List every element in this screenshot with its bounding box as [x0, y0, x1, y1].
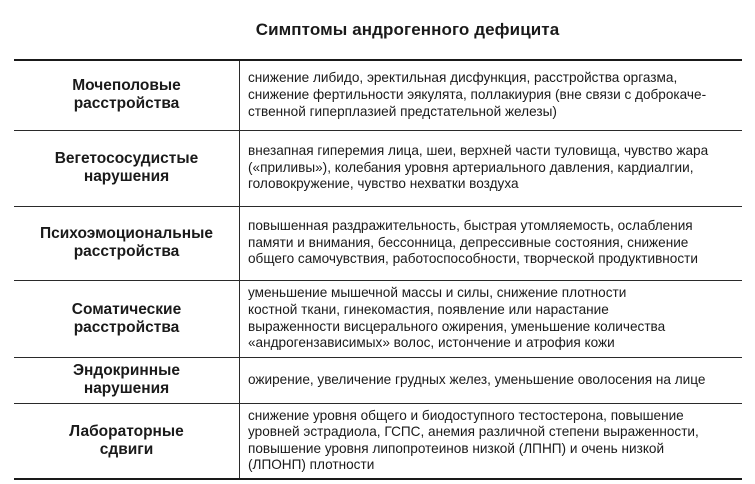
symptom-text-line: выраженности висцерального ожирения, уменьшение количества	[248, 318, 666, 334]
category-cell	[14, 280, 240, 357]
symptom-text-line: (ЛПОНП) плотности	[248, 457, 375, 473]
symptom-text-line: «андрогензависимых» волос, истончение и атрофия кожи	[248, 335, 615, 351]
table-row	[14, 280, 742, 357]
symptoms-cell	[240, 280, 743, 357]
symptom-text-line: ожирение, увеличение грудных желез, уменьшение оволосения на лице	[248, 371, 706, 387]
symptom-text-line: ственной гиперплазией предстательной железы)	[248, 103, 557, 119]
category-cell	[14, 403, 240, 479]
table-row	[14, 60, 742, 130]
symptom-text-line: уровней эстрадиола, ГСПС, анемия различной степени выраженности,	[248, 424, 699, 440]
category-label-line: Мочеполовые	[72, 77, 181, 95]
category-cell	[14, 60, 240, 130]
category-label-line: нарушения	[83, 380, 170, 397]
category-label-line: нарушения	[83, 168, 170, 185]
category-label-line: расстройства	[73, 318, 180, 336]
category-cell	[14, 206, 240, 280]
category-label-line: расстройства	[73, 243, 180, 260]
table-row	[14, 357, 742, 403]
page-title: Симптомы андрогенного дефицита	[255, 20, 560, 39]
category-label-line: Эндокринные	[72, 362, 181, 379]
symptom-text-line: повышенная раздражительность, быстрая утомляемость, ослабления	[248, 218, 693, 234]
symptoms-cell	[240, 206, 743, 280]
symptom-text-line: головокружение, чувство нехватки воздуха	[248, 176, 519, 192]
symptom-text-line: памяти и внимания, бессонница, депрессивные состояния, снижение	[248, 234, 689, 250]
symptom-text-line: общего самочувствия, работоспособности, творческой продуктивности	[248, 251, 698, 267]
category-cell	[14, 130, 240, 206]
symptoms-table	[14, 59, 742, 480]
symptom-text-line: снижение уровня общего и биодоступного тестостерона, повышение	[248, 407, 684, 423]
symptom-text-line: («приливы»), колебания уровня артериального давления, кардиалгии,	[248, 159, 694, 175]
category-label-line: Психоэмоциональные	[40, 225, 213, 242]
symptom-text-line: внезапная гиперемия лица, шеи, верхней части туловища, чувство жара	[248, 143, 709, 159]
category-label-line: Вегетососудистые	[54, 150, 199, 167]
category-label-line: расстройства	[73, 95, 180, 113]
symptom-text-line: уменьшение мышечной массы и силы, снижение плотности	[248, 285, 627, 301]
symptom-text-line: повышение уровня липопротеинов низкой (ЛПНП) и очень низкой	[248, 440, 665, 456]
table-row	[14, 403, 742, 479]
symptom-text-line: костной ткани, гинекомастия, появление или нарастание	[248, 301, 609, 317]
symptom-text-line: снижение либидо, эректильная дисфункция, расстройства оргазма,	[248, 70, 678, 86]
category-cell	[14, 357, 240, 403]
table-row	[14, 206, 742, 280]
symptoms-cell	[240, 357, 743, 403]
symptoms-cell	[240, 130, 743, 206]
symptoms-cell	[240, 403, 743, 479]
symptom-text-line: снижение фертильности эякулята, поллакиурия (вне связи с доброкаче-	[248, 86, 707, 102]
table-row	[14, 130, 742, 206]
category-label-line: Лабораторные	[69, 422, 184, 440]
category-label-line: Соматические	[71, 300, 182, 318]
category-label-line: сдвиги	[99, 440, 154, 458]
symptoms-cell	[240, 60, 743, 130]
